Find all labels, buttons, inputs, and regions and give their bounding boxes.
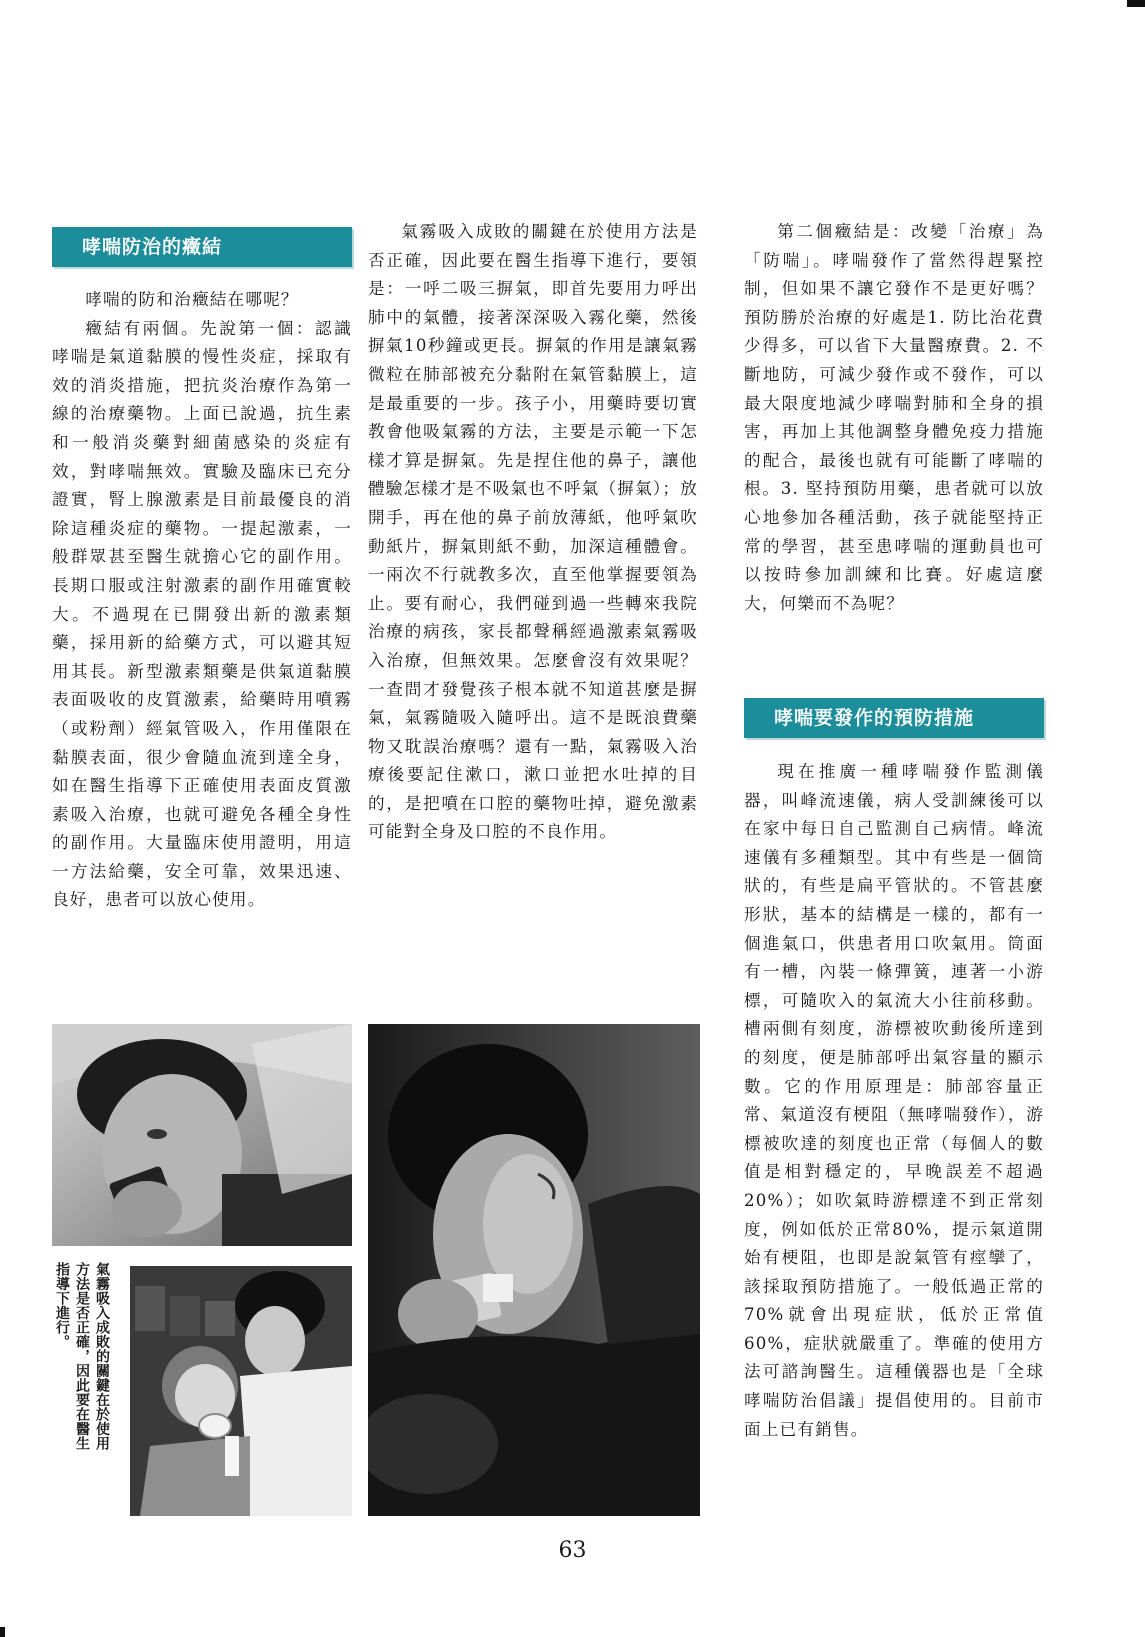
photo-boy-inhaler-closeup xyxy=(52,1024,352,1246)
paragraph: 癥結有兩個。先說第一個：認識哮喘是氣道黏膜的慢性炎症，採取有效的消炎措施，把抗炎治療作為第一線的治療藥物。上面已說過，抗生素和一般消炎藥對細菌感染的炎症有效，對哮喘無效。實驗及臨床已充分證實，腎上腺激素是目前最優良的消除這種炎症的藥物。一提起激素，一般群眾甚至醫生就擔心它的副作用。長期口服或注射激素的副作用確實較大。不過現在已開發出新的激素類藥，採用新的給藥方式，可以避其短用其長。新型激素類藥是供氣道黏膜表面吸收的皮質激素，給藥時用噴霧（或粉劑）經氣管吸入，作用僅限在黏膜表面，很少會隨血流到達全身，如在醫生指導下正確使用表面皮質激素吸入治療，也就可避免各種全身性的副作用。大量臨床使用證明，用這一方法給藥，安全可靠，效果迅速、良好，患者可以放心使用。 xyxy=(52,318,352,910)
page-number: 63 xyxy=(558,1538,587,1563)
photo-boy-inhaler-large xyxy=(368,1024,700,1516)
paragraph: 氣霧吸入成敗的關鍵在於使用方法是否正確，因此要在醫生指導下進行，要領是：一呼二吸三摒氣，即首先要用力呼出肺中的氣體，接著深深吸入霧化藥，然後摒氣10秒鐘或更長。摒氣的作用是讓氣霧微粒在肺部被充分黏附在氣管黏膜上，這是最重要的一步。孩子小，用藥時要切實教會他吸氣霧的方法，主要是示範一下怎樣才算是摒氣。先是捏住他的鼻子，讓他體驗怎樣才是不吸氣也不呼氣（摒氣）；放開手，再在他的鼻子前放薄紙，他呼氣吹動紙片，摒氣則紙不動，加深這種體會。一兩次不行就教多次，直至他掌握要領為止。要有耐心，我們碰到過一些轉來我院治療的病孩，家長都聲稱經過激素氣霧吸入治療，但無效果。怎麼會沒有效果呢？一查問才發覺孩子根本就不知道甚麼是摒氣，氣霧隨吸入隨呼出。這不是既浪費藥物又耽誤治療嗎？還有一點，氣霧吸入治療後要記住漱口，漱口並把水吐掉的目的，是把噴在口腔的藥物吐掉，避免激素可能對全身及口腔的不良作用。 xyxy=(368,222,698,842)
photo-girl-nebulizer xyxy=(130,1266,352,1516)
photo-caption: 氣霧吸入成敗的關鍵在於使用方法是否正確，因此要在醫生指導下進行。 xyxy=(54,1262,110,1451)
paragraph: 哮喘的防和治癥結在哪呢？ xyxy=(85,290,299,309)
column-2-text xyxy=(368,218,698,847)
crop-mark xyxy=(1127,0,1145,7)
column-3-text xyxy=(744,218,1044,618)
section-heading-prevention: 哮喘要發作的預防措施 xyxy=(744,698,1044,738)
section-heading-knot: 哮喘防治的癥結 xyxy=(52,227,352,267)
column-3-prevention-text xyxy=(744,758,1044,1444)
crop-mark xyxy=(0,1627,5,1637)
paragraph: 現在推廣一種哮喘發作監測儀器，叫峰流速儀，病人受訓練後可以在家中每日自己監測自己病情。峰流速儀有多種類型。其中有些是一個筒狀的，有些是扁平管狀的。不管甚麼形狀，基本的結構是一樣的，都有一個進氣口，供患者用口吹氣用。筒面有一槽，內裝一條彈簧，連著一小游標，可隨吹入的氣流大小往前移動。槽兩側有刻度，游標被吹動後所達到的刻度，便是肺部呼出氣容量的顯示數。它的作用原理是：肺部容量正常、氣道沒有梗阻（無哮喘發作），游標被吹達的刻度也正常（每個人的數值是相對穩定的，早晚誤差不超過20%）；如吹氣時游標達不到正常刻度，例如低於正常80%，提示氣道開始有梗阻，也即是說氣管有痙攣了，該採取預防措施了。一般低過正常的70%就會出現症狀，低於正常值60%，症狀就嚴重了。準確的使用方法可諮詢醫生。這種儀器也是「全球哮喘防治倡議」提倡使用的。目前市面上已有銷售。 xyxy=(744,762,1044,1439)
column-1-text xyxy=(52,286,352,915)
paragraph: 第二個癥結是：改變「治療」為「防喘」。哮喘發作了當然得趕緊控制，但如果不讓它發作不是更好嗎？預防勝於治療的好處是1. 防比治花費少得多，可以省下大量醫療費。2. 不斷地防，可減少發作或不發作，可以最大限度地減少哮喘對肺和全身的損害，再加上其他調整身體免疫力措施的配合，最後也就有可能斷了哮喘的根。3. 堅持預防用藥，患者就可以放心地參加各種活動，孩子就能堅持正常的學習，甚至患哮喘的運動員也可以按時參加訓練和比賽。好處這麼大，何樂而不為呢？ xyxy=(744,222,1044,613)
